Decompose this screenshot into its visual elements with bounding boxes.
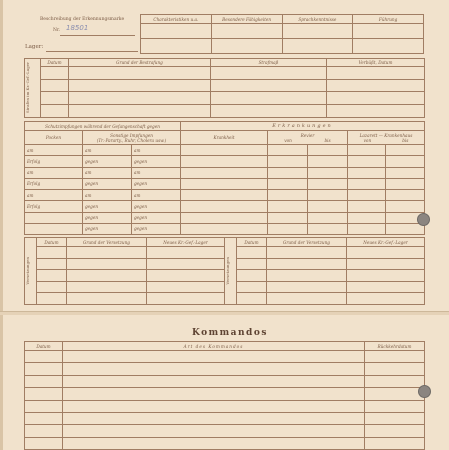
cell bbox=[365, 351, 425, 363]
cell bbox=[25, 351, 63, 363]
cell bbox=[69, 105, 211, 118]
impf-row-label: am bbox=[25, 145, 83, 156]
cell bbox=[211, 79, 327, 92]
cell bbox=[67, 247, 147, 259]
lager-underline bbox=[46, 51, 138, 52]
col-neues-lager: Neues Kr.-Gef.-Lager bbox=[147, 238, 225, 247]
cell bbox=[347, 270, 425, 282]
versetzungen-side-cell bbox=[225, 238, 237, 305]
col-verbuesst: Verbüßt, Datum bbox=[327, 59, 425, 67]
cell bbox=[211, 92, 327, 105]
impf-row-label: Erfolg bbox=[25, 178, 83, 189]
cell bbox=[25, 388, 63, 400]
cell bbox=[327, 67, 425, 80]
cell bbox=[37, 270, 67, 282]
cell bbox=[237, 247, 267, 259]
von-label: von bbox=[363, 137, 372, 143]
card-fold bbox=[0, 311, 449, 315]
col-datum: Datum bbox=[41, 59, 69, 67]
cell bbox=[347, 281, 425, 293]
cell bbox=[67, 293, 147, 305]
cell bbox=[267, 270, 347, 282]
cell bbox=[63, 363, 365, 375]
cell bbox=[353, 24, 424, 39]
cell bbox=[237, 270, 267, 282]
impf-cell: am bbox=[83, 145, 132, 156]
impf-cell: gegen bbox=[83, 212, 132, 223]
cell bbox=[211, 67, 327, 80]
cell bbox=[308, 212, 348, 223]
cell bbox=[181, 156, 268, 167]
cell bbox=[41, 79, 69, 92]
cell bbox=[181, 178, 268, 189]
cell bbox=[141, 24, 212, 39]
cell bbox=[141, 39, 212, 54]
cell bbox=[347, 258, 425, 270]
cell bbox=[365, 425, 425, 437]
cell bbox=[211, 105, 327, 118]
cell bbox=[268, 156, 308, 167]
cell bbox=[37, 293, 67, 305]
impf-cell: am bbox=[83, 190, 132, 201]
cell bbox=[365, 375, 425, 387]
sonstige-label: Sonstige Impfungen bbox=[110, 132, 153, 138]
impf-cell: am bbox=[132, 190, 181, 201]
impf-cell: am bbox=[132, 145, 181, 156]
cell bbox=[69, 67, 211, 80]
cell bbox=[348, 212, 386, 223]
impf-row-label bbox=[25, 212, 83, 223]
cell bbox=[211, 39, 282, 54]
cell bbox=[41, 92, 69, 105]
cell bbox=[181, 212, 268, 223]
cell bbox=[268, 178, 308, 189]
cell bbox=[267, 281, 347, 293]
impfungen-table bbox=[24, 121, 181, 235]
cell bbox=[25, 363, 63, 375]
cell bbox=[268, 190, 308, 201]
cell bbox=[67, 258, 147, 270]
col-krankheit: Krankheit bbox=[181, 131, 268, 145]
impf-cell: gegen bbox=[132, 178, 181, 189]
impf-cell: gegen bbox=[132, 201, 181, 212]
lazarett-von-bis bbox=[348, 138, 424, 143]
cell bbox=[386, 156, 425, 167]
revier-von-bis bbox=[268, 138, 347, 143]
cell bbox=[327, 105, 425, 118]
cell bbox=[25, 375, 63, 387]
cell bbox=[63, 375, 365, 387]
erkrankungen-title: Erkrankungen bbox=[181, 122, 425, 131]
cell bbox=[365, 400, 425, 412]
cell bbox=[67, 281, 147, 293]
cell bbox=[41, 67, 69, 80]
cell bbox=[308, 201, 348, 212]
col-art-kommandos: Art des Kommandos bbox=[63, 342, 365, 351]
cell bbox=[41, 105, 69, 118]
cell bbox=[147, 281, 225, 293]
cell bbox=[147, 247, 225, 259]
versetzungen-side-cell bbox=[25, 238, 37, 305]
cell bbox=[308, 145, 348, 156]
impfungen-title: Schutzimpfungen während der Gefangenschaft gegen bbox=[25, 122, 181, 131]
punch-hole bbox=[418, 385, 431, 398]
impf-row-label: Erfolg bbox=[25, 201, 83, 212]
cell bbox=[347, 293, 425, 305]
kommandos-title: Kommandos bbox=[192, 328, 268, 338]
cell bbox=[63, 351, 365, 363]
bis-label: bis bbox=[402, 137, 409, 143]
impf-row-label: Erfolg bbox=[25, 156, 83, 167]
cell bbox=[365, 412, 425, 424]
header-attributes-table bbox=[140, 14, 424, 54]
col-datum: Datum bbox=[37, 238, 67, 247]
cell bbox=[308, 156, 348, 167]
revier-label: Revier bbox=[300, 132, 315, 138]
cell bbox=[181, 167, 268, 178]
cell bbox=[347, 247, 425, 259]
cell bbox=[308, 167, 348, 178]
nr-value: 18501 bbox=[66, 24, 89, 32]
cell bbox=[348, 145, 386, 156]
cell bbox=[268, 223, 308, 234]
cell bbox=[69, 79, 211, 92]
impf-cell: gegen bbox=[83, 178, 132, 189]
cell bbox=[348, 223, 386, 234]
erkrankungen-table bbox=[180, 121, 425, 235]
cell bbox=[282, 24, 353, 39]
cell bbox=[25, 437, 63, 449]
cell bbox=[327, 79, 425, 92]
cell bbox=[237, 293, 267, 305]
cell bbox=[37, 281, 67, 293]
col-revier bbox=[268, 131, 348, 145]
versetzungen-side-label: Versetzungen bbox=[25, 257, 30, 285]
col-sprachkenntnisse: Sprachkenntnisse bbox=[282, 15, 353, 24]
cell bbox=[267, 247, 347, 259]
cell bbox=[147, 270, 225, 282]
strafen-side-cell bbox=[25, 59, 41, 118]
cell bbox=[348, 167, 386, 178]
col-grund-versetzung: Grund der Versetzung bbox=[267, 238, 347, 247]
impf-row-label: am bbox=[25, 190, 83, 201]
description-label: Beschreibung der Erkennungsmarke bbox=[40, 17, 125, 22]
kommandos-table bbox=[24, 341, 425, 450]
lager-label: Lager: bbox=[25, 44, 44, 50]
col-pocken: Pocken bbox=[25, 131, 83, 145]
strafen-table bbox=[24, 58, 425, 118]
cell bbox=[308, 223, 348, 234]
cell bbox=[327, 92, 425, 105]
cell bbox=[348, 178, 386, 189]
cell bbox=[25, 400, 63, 412]
impf-cell: gegen bbox=[83, 223, 132, 234]
cell bbox=[25, 412, 63, 424]
col-faehigkeiten: Besondere Fähigkeiten bbox=[211, 15, 282, 24]
impf-cell: gegen bbox=[83, 156, 132, 167]
cell bbox=[63, 388, 365, 400]
cell bbox=[282, 39, 353, 54]
cell bbox=[147, 293, 225, 305]
cell bbox=[386, 178, 425, 189]
von-label: von bbox=[284, 137, 292, 143]
sonstige-sublabel: (Tr.-Pararty., Ruhr, Cholera usw.) bbox=[96, 137, 167, 143]
cell bbox=[268, 212, 308, 223]
impf-cell: gegen bbox=[83, 201, 132, 212]
bis-label: bis bbox=[324, 137, 331, 143]
cell bbox=[37, 258, 67, 270]
cell bbox=[365, 388, 425, 400]
cell bbox=[63, 400, 365, 412]
cell bbox=[237, 281, 267, 293]
cell bbox=[386, 145, 425, 156]
impf-row-label: am bbox=[25, 167, 83, 178]
cell bbox=[25, 425, 63, 437]
col-grund-versetzung: Grund der Versetzung bbox=[67, 238, 147, 247]
cell bbox=[308, 190, 348, 201]
cell bbox=[348, 190, 386, 201]
cell bbox=[268, 167, 308, 178]
impf-cell: am bbox=[132, 167, 181, 178]
cell bbox=[268, 201, 308, 212]
impf-cell: gegen bbox=[132, 223, 181, 234]
impf-cell: gegen bbox=[132, 156, 181, 167]
cell bbox=[181, 201, 268, 212]
versetzungen-right-table bbox=[224, 237, 425, 305]
punch-hole bbox=[417, 213, 430, 226]
col-grund-bestrafung: Grund der Bestrafung bbox=[69, 59, 211, 67]
card-edge bbox=[0, 0, 3, 450]
cell bbox=[267, 293, 347, 305]
col-neues-lager: Neues Kr.-Gef.-Lager bbox=[347, 238, 425, 247]
cell bbox=[365, 363, 425, 375]
cell bbox=[268, 145, 308, 156]
cell bbox=[63, 412, 365, 424]
impf-cell: gegen bbox=[132, 212, 181, 223]
cell bbox=[386, 167, 425, 178]
col-rueckkehrdatum: Rückkehrdatum bbox=[365, 342, 425, 351]
versetzungen-side-label: Versetzungen bbox=[225, 257, 230, 285]
cell bbox=[237, 258, 267, 270]
cell bbox=[63, 425, 365, 437]
cell bbox=[386, 201, 425, 212]
cell bbox=[37, 247, 67, 259]
impf-row-label bbox=[25, 223, 83, 234]
cell bbox=[348, 201, 386, 212]
cell bbox=[181, 223, 268, 234]
cell bbox=[181, 145, 268, 156]
cell bbox=[386, 223, 425, 234]
cell bbox=[348, 156, 386, 167]
cell bbox=[386, 190, 425, 201]
cell bbox=[308, 178, 348, 189]
nr-underline bbox=[60, 35, 135, 36]
col-sonstige-impfungen bbox=[83, 131, 181, 145]
lazarett-label: Lazarett — Krankenhaus bbox=[359, 132, 413, 138]
cell bbox=[353, 39, 424, 54]
cell bbox=[67, 270, 147, 282]
impf-cell: am bbox=[83, 167, 132, 178]
cell bbox=[69, 92, 211, 105]
col-fuehrung: Führung bbox=[353, 15, 424, 24]
col-lazarett bbox=[348, 131, 425, 145]
strafen-side-label: Strafen im Kr.-Gef.-Lager bbox=[25, 62, 30, 114]
cell bbox=[147, 258, 225, 270]
nr-label: Nr. bbox=[53, 28, 61, 33]
cell bbox=[211, 24, 282, 39]
cell bbox=[181, 190, 268, 201]
col-datum: Datum bbox=[237, 238, 267, 247]
cell bbox=[365, 437, 425, 449]
cell bbox=[63, 437, 365, 449]
col-strafmass: Strafmaß bbox=[211, 59, 327, 67]
versetzungen-left-table bbox=[24, 237, 225, 305]
cell bbox=[267, 258, 347, 270]
col-datum: Datum bbox=[25, 342, 63, 351]
col-charakteristiken: Charakteristiken u.a. bbox=[141, 15, 212, 24]
